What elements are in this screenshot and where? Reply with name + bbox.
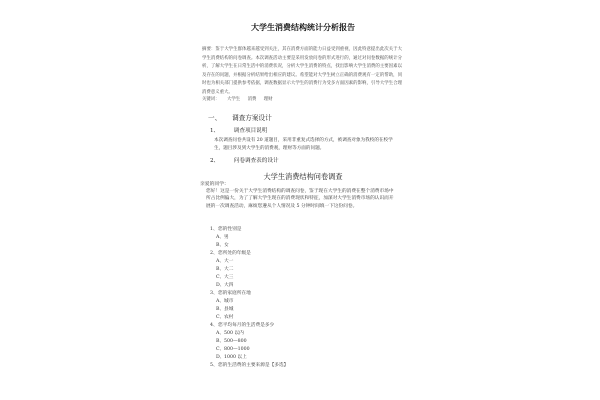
option-text: 女 (224, 243, 229, 248)
keywords-line (202, 96, 402, 102)
report-title: 大学生消费结构统计分析报告 (251, 22, 355, 32)
option-text: 500 以内 (224, 331, 244, 336)
option-letter: A、 (216, 235, 225, 240)
abstract-text: 摘要：鉴于大学生群体越来越受到关注，其在消费方面的能力日益受到重视，因此特意提出此次关于大学生消费结构的问卷调查。本次调查活动主要是采用发放问卷的形式进行的，通过对问卷数据的统计分析，了解大学生在日常生活中的消费状况，分析大学生消费的特点，找出影响大学生消费的主要因素以及存在的问题，并根据分析结果给出相应的建议。希望能对大学生树立正确的消费观有一定的帮助，同时也为相关部门提供参考依据，调查数据显示大学生的消费行为受多方面因素的影响，引导大学生合理消费意义重大。 (202, 47, 402, 95)
option-text: 大二 (224, 267, 234, 272)
answer-option[interactable] (216, 298, 233, 304)
answer-option[interactable] (216, 242, 229, 248)
question-item (210, 322, 274, 328)
subsection-title: 调查项目说明 (233, 128, 268, 134)
option-text: 农村 (224, 315, 234, 320)
questionnaire-title: 大学生消费结构问卷调查 (263, 172, 343, 181)
subsection-heading (210, 156, 279, 164)
option-letter: A、 (216, 331, 225, 336)
question-number: 5、 (210, 363, 218, 368)
option-letter: C、 (216, 347, 225, 352)
option-text: 男 (224, 235, 229, 240)
question-item (210, 226, 241, 232)
question-text: 您的性别是 (218, 227, 242, 232)
option-letter: D、 (216, 355, 225, 360)
questionnaire-intro: 您好！这是一份关于大学生消费结构的调查问卷，鉴于现在大学生的消费在整个消费市场中所占比例偏大，为了了解大学生现在的消费现状和特征，加深对大学生消费市场的认识而开展的一次调查活动，麻烦您遵从个人情况及 5 分钟时间填一下这份问卷。 (206, 189, 394, 209)
option-text: 大四 (224, 283, 234, 288)
question-item (210, 250, 251, 256)
option-text: 1000 以上 (224, 355, 247, 360)
section-heading (208, 112, 272, 122)
answer-option[interactable] (216, 314, 233, 320)
document-page (198, 0, 408, 400)
answer-option[interactable] (216, 338, 247, 344)
answer-option[interactable] (216, 274, 233, 280)
question-number: 3、 (210, 291, 218, 296)
question-text: 您所处的年级是 (218, 251, 251, 256)
option-letter: D、 (216, 283, 225, 288)
option-letter: C、 (216, 315, 225, 320)
answer-option[interactable] (216, 354, 247, 360)
option-letter: B、 (216, 307, 225, 312)
question-text: 您的家庭所在地 (218, 291, 251, 296)
option-text: 大一 (224, 259, 234, 264)
option-text: 县城 (224, 307, 234, 312)
keyword: 理财 (263, 97, 273, 102)
greeting: 亲爱的同学： (200, 182, 229, 187)
option-text: 800—1000 (224, 347, 250, 352)
question-item (210, 290, 251, 296)
answer-option[interactable] (216, 282, 233, 288)
answer-option[interactable] (216, 330, 244, 336)
answer-option[interactable] (216, 234, 229, 240)
question-text: 您平均每月的生活费是多少 (218, 323, 275, 328)
question-item (210, 362, 288, 368)
paragraph: 本次调查问卷共设有 20 道题目，采用非重复式选择的方式，被调查对象为我校的在校学生，题目涉及到大学生的消费观，理财等方面的问题。 (214, 138, 393, 151)
option-letter: A、 (216, 259, 225, 264)
subsection-title: 问卷调查表的设计 (233, 158, 279, 164)
subsection-number: 2、 (210, 158, 220, 164)
option-letter: B、 (216, 339, 225, 344)
question-number: 1、 (210, 227, 218, 232)
option-text: 城市 (224, 299, 234, 304)
question-number: 4、 (210, 323, 218, 328)
answer-option[interactable] (216, 346, 250, 352)
option-letter: A、 (216, 299, 225, 304)
section-title: 调查方案设计 (232, 114, 272, 122)
option-text: 大三 (224, 275, 234, 280)
question-number: 2、 (210, 251, 218, 256)
option-letter: B、 (216, 267, 225, 272)
option-text: 500—800 (224, 339, 247, 344)
answer-option[interactable] (216, 258, 233, 264)
subsection-heading (210, 126, 267, 134)
option-letter: C、 (216, 275, 225, 280)
subsection-number: 1、 (210, 128, 220, 134)
section-number: 一、 (208, 114, 222, 122)
keywords-label: 关键词： (202, 97, 220, 102)
option-letter: B、 (216, 243, 225, 248)
keyword: 消费 (247, 97, 257, 102)
answer-option[interactable] (216, 266, 233, 272)
keyword: 大学生 (226, 97, 241, 102)
answer-option[interactable] (216, 306, 233, 312)
question-text: 您的生活费的主要来源是【多选】 (218, 363, 289, 368)
